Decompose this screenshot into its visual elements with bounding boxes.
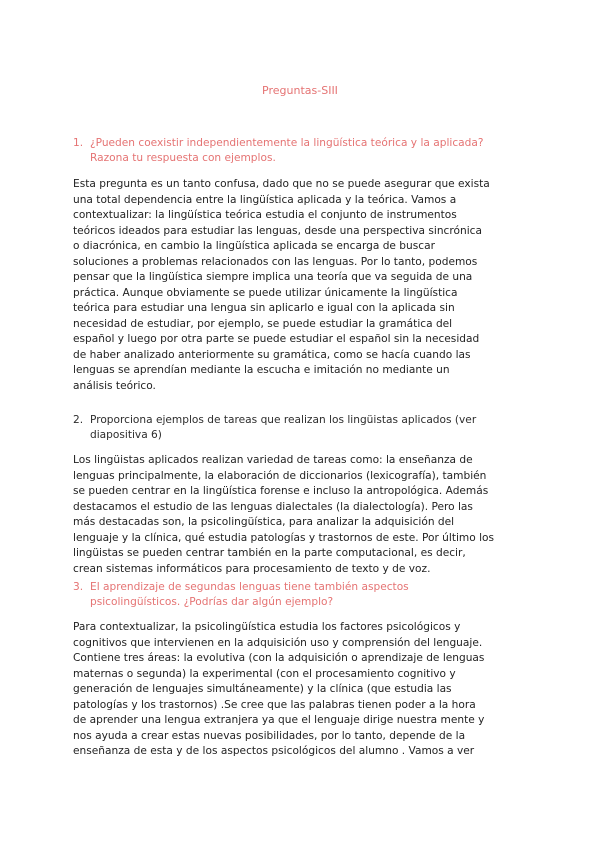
- answer-line: lenguaje y la clínica, qué estudia patologías y trastornos de este. Por último los: [73, 531, 495, 544]
- answer-line: o diacrónica, en cambio la lingüística aplicada se encarga de buscar: [73, 240, 435, 252]
- answer-line: nos ayuda a crear estas nuevas posibilidades, por lo tanto, depende de la: [73, 729, 466, 742]
- answer-line: Contiene tres áreas: la evolutiva (con la adquisición o aprendizaje de lenguas: [73, 652, 485, 664]
- page-title: Preguntas-SIII: [262, 84, 338, 97]
- question-2-number: 2.: [73, 414, 84, 426]
- question-1: [73, 136, 533, 166]
- question-3: [73, 580, 533, 610]
- answer-line: de aprender una lengua extranjera ya que el lenguaje dirige nuestra mente y: [73, 714, 485, 726]
- answer-line: una total dependencia entre la lingüística aplicada y la teórica. Vamos a: [73, 193, 457, 206]
- answer-line: enseñanza de esta y de los aspectos psicológicos del alumno . Vamos a ver: [73, 745, 475, 757]
- question-3-text: El aprendizaje de segundas lenguas tiene también aspectos psicolingüísticos. ¿Podrías dar algún ejemplo?: [90, 581, 409, 608]
- answer-line: cognitivos que intervienen en la adquisición uso y comprensión del lenguaje.: [73, 636, 483, 649]
- answer-line: crean sistemas informáticos para procesamiento de texto y de voz.: [73, 562, 431, 575]
- answer-line: destacamos el estudio de las lenguas dialectales (la dialectología). Pero las: [73, 500, 473, 513]
- question-2-text: Proporciona ejemplos de tareas que realizan los lingüistas aplicados (ver diapositiva 6): [90, 414, 477, 441]
- answer-line: lenguas principalmente, la elaboración de diccionarios (lexicografía), también: [73, 469, 487, 482]
- answer-line: más destacadas son, la psicolingüística, para analizar la adquisición del: [73, 516, 455, 528]
- answer-line: necesidad de estudiar, por ejemplo, se puede estudiar la gramática del: [73, 317, 453, 330]
- answer-line: lingüistas se pueden centrar también en la parte computacional, es decir,: [73, 547, 466, 559]
- answer-line: análisis teórico.: [73, 379, 156, 392]
- answer-2: [73, 453, 533, 577]
- answer-line: patologías y los trastornos) .Se cree que las palabras tienen poder a la hora: [73, 698, 476, 711]
- answer-line: teóricos ideados para estudiar las lenguas, desde una perspectiva sincrónica: [73, 224, 482, 237]
- answer-line: pensar que la lingüística siempre implica una teoría que va seguida de una: [73, 271, 473, 283]
- answer-line: contextualizar: la lingüística teórica estudia el conjunto de instrumentos: [73, 209, 457, 221]
- answer-line: Esta pregunta es un tanto confusa, dado que no se puede asegurar que exista: [73, 178, 490, 190]
- answer-line: teórica para estudiar una lengua sin aplicarlo e igual con la aplicada sin: [73, 302, 455, 314]
- answer-3: [73, 620, 533, 760]
- answer-1: [73, 177, 533, 394]
- answer-line: maternas o segunda) la experimental (con el procesamiento cognitivo y: [73, 667, 456, 680]
- answer-line: español y luego por otra parte se puede estudiar el español sin la necesidad: [73, 333, 480, 345]
- question-1-number: 1.: [73, 137, 84, 149]
- answer-line: lenguas se aprendían mediante la escucha e imitación no mediante un: [73, 364, 450, 376]
- question-2: [73, 413, 533, 443]
- question-1-text: ¿Pueden coexistir independientemente la lingüística teórica y la aplicada? Razona tu respuesta con ejemplos.: [90, 137, 484, 164]
- answer-line: de haber analizado anteriormente su gramática, como se hacía cuando las: [73, 348, 471, 361]
- answer-line: se pueden centrar en la lingüística forense e incluso la antropológica. Además: [73, 485, 489, 497]
- answer-line: Para contextualizar, la psicolingüística estudia los factores psicológicos y: [73, 621, 461, 633]
- answer-line: soluciones a problemas relacionados con las lenguas. Por lo tanto, podemos: [73, 255, 478, 268]
- question-3-number: 3.: [73, 581, 84, 593]
- answer-line: generación de lenguajes simultáneamente) y la clínica (que estudia las: [73, 683, 452, 695]
- answer-line: Los lingüistas aplicados realizan variedad de tareas como: la enseñanza de: [73, 454, 473, 466]
- answer-line: práctica. Aunque obviamente se puede utilizar únicamente la lingüística: [73, 286, 458, 299]
